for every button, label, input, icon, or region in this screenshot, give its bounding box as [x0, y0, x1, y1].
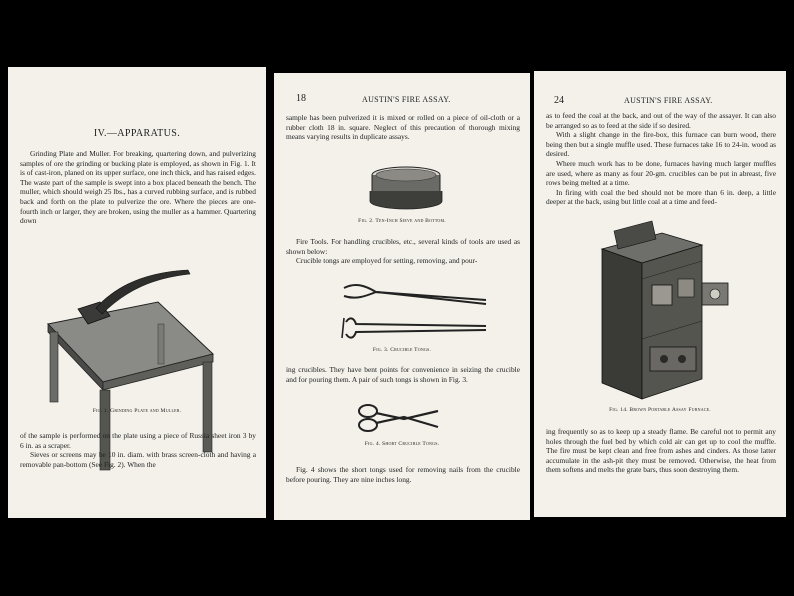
- assay-furnace-illustration: [592, 219, 742, 404]
- paragraph-fire-tools: Fire Tools. For handling crucibles, etc., several kinds of tools are used as shown below: Crucible tongs are employed for setting, removing, and pour-: [286, 237, 520, 266]
- sieve-illustration: [366, 165, 446, 211]
- running-head: AUSTIN'S FIRE ASSAY.: [624, 96, 713, 105]
- crucible-tongs-illustration: [336, 278, 496, 343]
- book-page-middle: [274, 73, 530, 520]
- chapter-title: IV.—APPARATUS.: [93, 128, 181, 139]
- paragraph-furnace: as to feed the coal at the back, and out of the way of the assayer. It can also be arranged so as to feed at the side if so desired. With a slight change in the fire-box, this furnace can burn wood, there being then but a single muffle used. These furnaces take 16 to 24-in. wood as desired. Where much work has to be done, furnaces having much larger muffles are used, where as many as four 20-gm. crucibles can be put in abreast, five rows being melted at a time. In firing with coal the bed should not be more than 6 in. deep, a little deeper at the back, using but little coal at a time and feed-: [546, 111, 776, 207]
- figure-caption: Fig. 4. Short Crucible Tongs.: [364, 441, 440, 447]
- page-number: 18: [296, 93, 306, 104]
- running-head: AUSTIN'S FIRE ASSAY.: [362, 95, 451, 104]
- book-page-right: [534, 71, 786, 517]
- book-page-left: [8, 67, 266, 518]
- short-tongs-illustration: [354, 399, 444, 437]
- figure-caption: Fig. 3. Crucible Tongs.: [372, 347, 432, 353]
- paragraph-quartering: of the sample is performed on the plate using a piece of Russia sheet iron 3 by 6 in. as a scraper. Sieves or screens may be 10 in. diam. with brass screen-cloth and having a removable pan-bottom (See Fig. 2). When the: [20, 431, 256, 469]
- paragraph-grinding-plate: Grinding Plate and Muller. For breaking, quartering down, and pulverizing samples of ore the grinding or bucking plate is employed, as shown in Fig. 1. It is of cast-iron, planed on its upper surface, one inch thick, and has raised edges. The waste part of the sample is swept into a box placed beneath the bench. The muller, which should weigh 25 lbs., has a curved rubbing surface, and is rubbed back and forth on the plate to pulverize the ore. Where the pieces are one-fourth inch or larger, they are broken, using the muller as a hammer. Quartering down: [20, 149, 256, 226]
- figure-caption: Fig. 14. Brown Portable Assay Furnace.: [609, 407, 711, 413]
- page-number: 24: [554, 95, 564, 106]
- figure-caption: Fig. 2. Ten-Inch Sieve and Bottom.: [358, 218, 446, 224]
- figure-caption: Fig. 1. Grinding Plate and Muller.: [92, 408, 182, 414]
- paragraph-firing: ing frequently so as to keep up a steady flame. Be careful not to permit any holes through the fuel bed by which cold air can get up to cool the muffle. The fire must be kept clean and free from ashes and cinders. As those latter accumulate in the ash-pit they must be removed. Otherwise, the heat from them softens and melts the grate bars, thus soon destroying them.: [546, 427, 776, 475]
- paragraph-short-tongs: Fig. 4 shows the short tongs used for removing nails from the crucible before pouring. They are nine inches long.: [286, 465, 520, 484]
- paragraph-crucibles: ing crucibles. They have bent points for convenience in seizing the crucible and for pouring them. A pair of such tongs is shown in Fig. 3.: [286, 365, 520, 384]
- paragraph-mixing: sample has been pulverized it is mixed or rolled on a piece of oil-cloth or a rubber cloth 18 in. square. Neglect of this precaution of thorough mixing means varying results in duplicate assays.: [286, 113, 520, 142]
